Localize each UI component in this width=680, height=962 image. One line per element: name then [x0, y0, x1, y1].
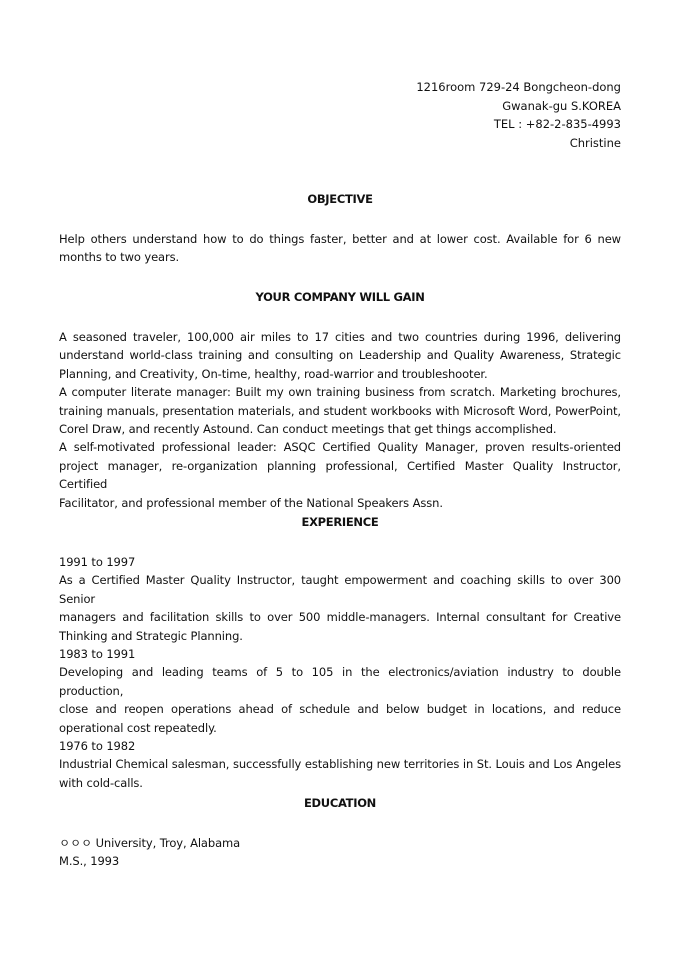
experience-line: Industrial Chemical salesman, successfully establishing new territories in St. Louis and Los Angeles	[59, 757, 621, 772]
experience-line: close and reopen operations ahead of schedule and below budget in locations, and reduce	[59, 702, 621, 717]
objective-line: Help others understand how to do things faster, better and at lower cost. Available for 6 new	[59, 232, 621, 246]
gain-line: A computer literate manager: Built my own training business from scratch. Marketing brochures,	[59, 385, 621, 400]
gain-line: A seasoned traveler, 100,000 air miles to 17 cities and two countries during 1996, delivering	[59, 330, 621, 344]
company-gain-text	[59, 328, 621, 512]
gain-line: project manager, re-organization planning professional, Certified Master Quality Instructor, Certified	[59, 458, 621, 492]
experience-heading: EXPERIENCE	[301, 515, 379, 529]
objective-line: months to two years.	[59, 250, 180, 265]
gain-line: A self-motivated professional leader: ASQC Certified Quality Manager, proven results-oriented	[59, 440, 621, 455]
experience-line: managers and facilitation skills to over 500 middle-managers. Internal consultant for Creative	[59, 610, 621, 625]
experience-entry-1	[59, 553, 621, 645]
gain-line: understand world-class training and consulting on Leadership and Quality Awareness, Strategic	[59, 348, 621, 363]
address-city: Gwanak-gu S.KOREA	[502, 98, 621, 113]
contact-address-block	[416, 78, 621, 152]
experience-line: with cold-calls.	[59, 775, 143, 790]
experience-entry-3	[59, 737, 621, 792]
experience-period: 1983 to 1991	[59, 647, 136, 661]
address-street: 1216room 729-24 Bongcheon-dong	[416, 80, 621, 94]
gain-line: Facilitator, and professional member of the National Speakers Assn.	[59, 495, 443, 510]
education-school: ㅇㅇㅇ University, Troy, Alabama	[59, 836, 241, 850]
company-gain-heading: YOUR COMPANY WILL GAIN	[255, 290, 425, 304]
experience-line: Developing and leading teams of 5 to 105 in the electronics/aviation industry to double production,	[59, 665, 621, 698]
objective-text	[59, 230, 621, 267]
experience-line: As a Certified Master Quality Instructor, taught empowerment and coaching skills to over 300 Senior	[59, 573, 621, 606]
education-text	[59, 834, 621, 871]
experience-period: 1991 to 1997	[59, 555, 136, 569]
experience-entry-2	[59, 645, 621, 737]
gain-line: training manuals, presentation materials, and student workbooks with Microsoft Word, PowerPoint,	[59, 403, 621, 418]
objective-heading: OBJECTIVE	[307, 192, 373, 206]
education-heading: EDUCATION	[303, 796, 376, 810]
address-name: Christine	[569, 135, 621, 150]
experience-line: Thinking and Strategic Planning.	[59, 628, 243, 643]
gain-line: Corel Draw, and recently Astound. Can conduct meetings that get things accomplished.	[59, 422, 557, 437]
experience-period: 1976 to 1982	[59, 739, 136, 753]
address-phone: TEL : +82-2-835-4993	[493, 117, 621, 131]
gain-line: Planning, and Creativity, On-time, healthy, road-warrior and troubleshooter.	[59, 366, 488, 381]
education-degree: M.S., 1993	[59, 854, 120, 869]
experience-line: operational cost repeatedly.	[59, 720, 217, 735]
